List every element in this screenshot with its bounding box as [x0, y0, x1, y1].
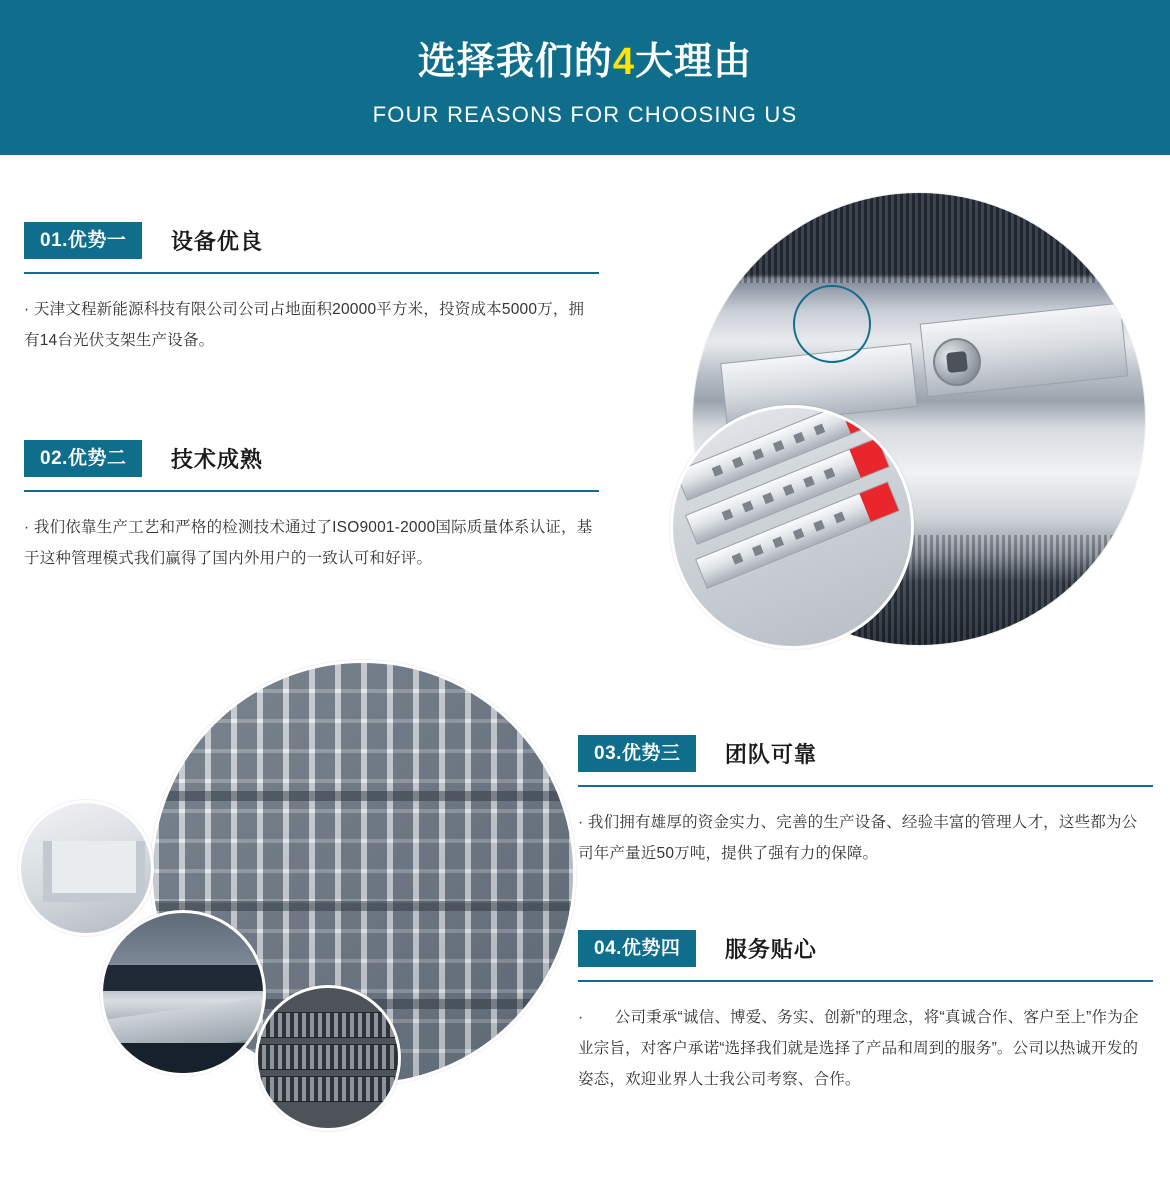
reason-tag-01: 01.优势一: [24, 222, 142, 259]
decorative-ring: [793, 285, 871, 363]
stack-divider: [153, 901, 573, 911]
reason-header-04: [578, 930, 1153, 972]
reason-block-03: [578, 735, 1153, 885]
reason-body-04: · 公司秉承“诚信、博爱、务实、创新”的理念，将“真诚合作、客户至上”作为企业宗旨，对客户承诺“选择我们就是选择了产品和周到的服务”。公司以热诚开发的姿态，欢迎业界人士我公司考察、合作。: [578, 1009, 1139, 1088]
reason-tag-04: 04.优势四: [578, 930, 696, 967]
reason-tag-03: 03.优势三: [578, 735, 696, 772]
reason-divider-04: [578, 980, 1153, 982]
header-title-cn: [0, 0, 1170, 84]
reason-tag-02: 02.优势二: [24, 440, 142, 477]
steel-coils-photo: [255, 985, 401, 1131]
reason-block-02: [24, 440, 599, 590]
header-title-prefix: 选择我们的: [417, 41, 613, 83]
reason-body-01: · 天津文程新能源科技有限公司公司占地面积20000平方米，投资成本5000万，拥有14台光伏支架生产设备。: [24, 301, 585, 349]
reason-divider-02: [24, 490, 599, 492]
steel-rails-photo: [670, 405, 914, 649]
coil-row: [258, 1076, 398, 1102]
reason-divider-01: [24, 272, 599, 274]
coil-row: [258, 1044, 398, 1070]
roll-forming-machine-photo: [100, 910, 266, 1076]
page-header: [0, 0, 1170, 155]
reason-headline-02: 技术成熟: [170, 447, 263, 472]
reason-block-01: [24, 222, 599, 372]
reason-body-03: · 我们拥有雄厚的资金实力、完善的生产设备、经验丰富的管理人才，这些都为公司年产量近50万吨，提供了强有力的保障。: [578, 814, 1138, 862]
coil-row: [258, 1012, 398, 1038]
reason-header-02: [24, 440, 599, 482]
machine-band: [103, 1043, 263, 1073]
header-title-suffix: 大理由: [635, 41, 753, 83]
reason-header-03: [578, 735, 1153, 777]
machine-band: [103, 965, 263, 991]
u-channel-shape: [43, 841, 145, 902]
stack-divider: [153, 791, 573, 801]
reason-body-02: · 我们依靠生产工艺和严格的检测技术通过了ISO9001-2000国际质量体系认证，基于这种管理模式我们赢得了国内外用户的一致认可和好评。: [24, 519, 593, 567]
header-subtitle-en: FOUR REASONS FOR CHOOSING US: [372, 101, 798, 127]
reason-headline-03: 团队可靠: [724, 742, 817, 767]
u-channel-profile-photo: [18, 800, 154, 936]
reason-headline-01: 设备优良: [170, 229, 263, 254]
reason-block-04: [578, 930, 1153, 1111]
panel-mesh-top: [693, 193, 1145, 283]
reason-divider-03: [578, 785, 1153, 787]
header-title-accent: 4: [612, 41, 636, 83]
reason-headline-04: 服务贴心: [724, 937, 817, 962]
reason-header-01: [24, 222, 599, 264]
